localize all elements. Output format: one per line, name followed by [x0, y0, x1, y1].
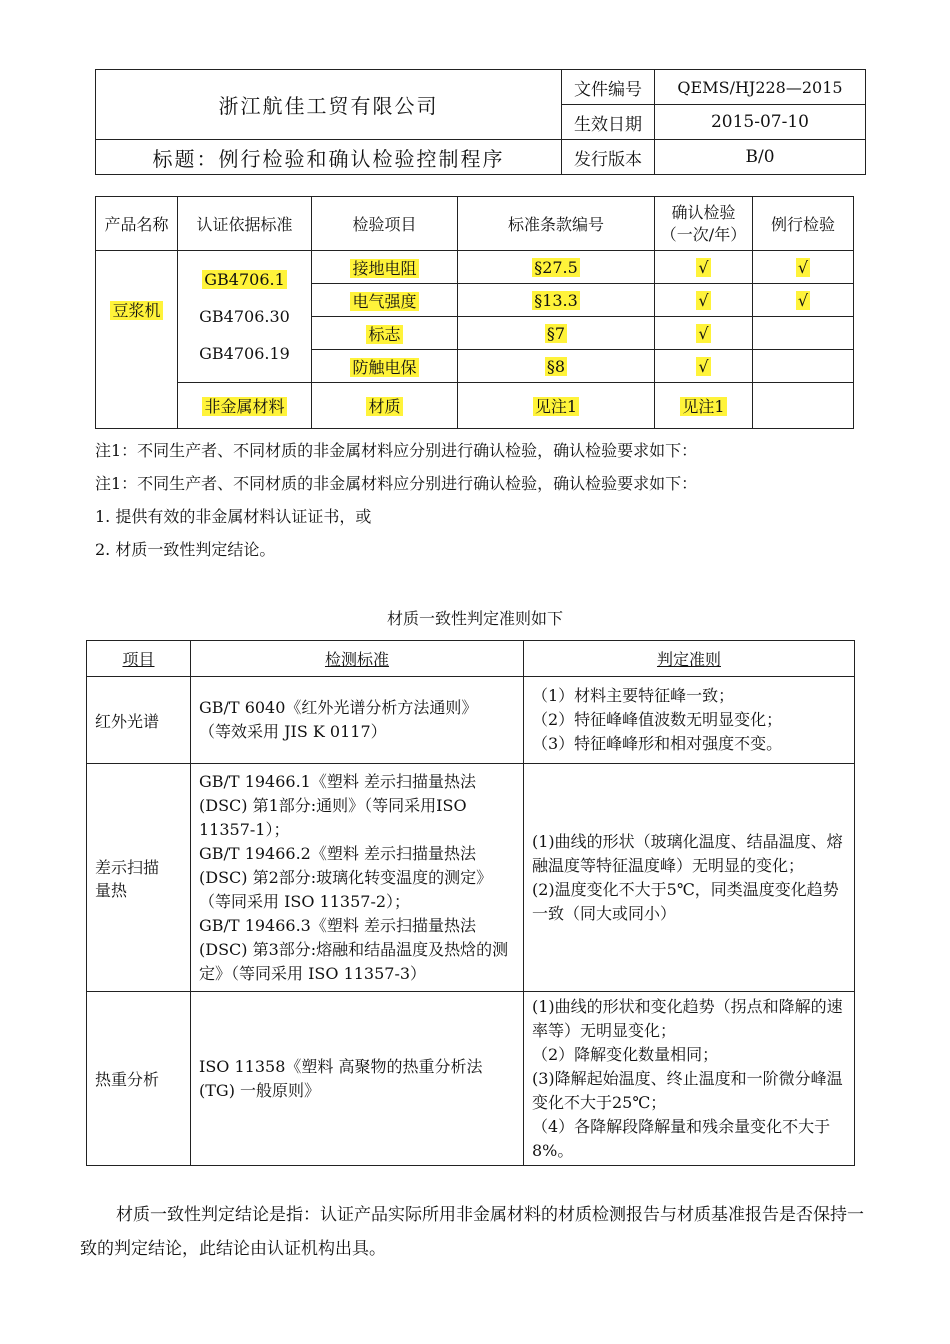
ir-standard-line-2: （等效采用 JIS K 0117） — [199, 722, 387, 741]
header-clause: 标准条款编号 — [458, 197, 655, 251]
item-2: 电气强度 — [352, 291, 417, 311]
criteria-standard-dsc — [191, 764, 524, 992]
criteria-rule-tg — [524, 992, 855, 1166]
tg-rule-2: （2）降解变化数量相同； — [532, 1044, 719, 1064]
clause-4: §8 — [546, 356, 566, 376]
dsc-rule-1: (1)曲线的形状（玻璃化温度、结晶温度、熔融温度等特征温度峰）无明显的变化； — [532, 831, 843, 875]
tg-standard-1: ISO 11358《塑料 高聚物的热重分析法(TG) 一般原则》 — [199, 1056, 483, 1100]
criteria-item-tg: 热重分析 — [87, 992, 191, 1166]
criteria-table — [86, 640, 855, 1166]
header-confirm-line1: 确认检验 — [671, 202, 736, 222]
clause-3: §7 — [546, 323, 566, 343]
clause-2: §13.3 — [534, 290, 578, 310]
ir-standard-line-1: GB/T 6040《红外光谱分析方法通则》 — [199, 698, 478, 717]
header-confirm — [655, 197, 753, 251]
note-line-2: 注1：不同生产者、不同材质的非金属材料应分别进行确认检验，确认检验要求如下： — [95, 474, 698, 493]
version-label: 发行版本 — [562, 140, 655, 175]
criteria-header-item: 项目 — [122, 650, 155, 669]
confirm-check-4: √ — [698, 356, 709, 376]
note-line-1: 注1：不同生产者、不同材质的非金属材料应分别进行确认检验，确认检验要求如下： — [95, 441, 698, 460]
criteria-header-rule: 判定准则 — [656, 650, 721, 669]
routine-check-1: √ — [797, 257, 809, 277]
version-value: B/0 — [655, 140, 866, 175]
dsc-standard-1: GB/T 19466.1《塑料 差示扫描量热法(DSC) 第1部分:通则》（等同采用ISO 11357-1）； — [199, 771, 476, 839]
header-product: 产品名称 — [96, 197, 178, 251]
criteria-rule-dsc — [524, 764, 855, 992]
standard-3: GB4706.19 — [199, 344, 290, 363]
criteria-title: 材质一致性判定准则如下 — [386, 609, 563, 628]
dsc-standard-2: GB/T 19466.2《塑料 差示扫描量热法(DSC) 第2部分:玻璃化转变温度的测定》（等同采用 ISO 11357-2）； — [199, 843, 493, 911]
ir-rule-2: （2）特征峰峰值波数无明显变化； — [532, 710, 783, 729]
doc-no-label: 文件编号 — [562, 70, 655, 105]
item-1: 接地电阻 — [352, 258, 417, 278]
effective-date-value: 2015-07-10 — [655, 105, 866, 140]
ir-rule-3: （3）特征峰峰形和相对强度不变。 — [532, 734, 783, 753]
notes-section — [95, 434, 855, 566]
material-standard: 非金属材料 — [204, 397, 285, 416]
dsc-rule-2: (2)温度变化不大于5℃，同类温度变化趋势一致（同大或同小） — [532, 879, 839, 923]
effective-date-label: 生效日期 — [562, 105, 655, 140]
standard-1: GB4706.1 — [204, 270, 285, 289]
product-name: 豆浆机 — [112, 301, 161, 320]
clause-1: §27.5 — [534, 257, 578, 277]
header-routine: 例行检验 — [753, 197, 854, 251]
routine-check-4 — [753, 350, 854, 383]
criteria-standard-ir — [191, 677, 524, 764]
item-4: 防触电保 — [352, 357, 417, 377]
doc-no-value: QEMS/HJ228—2015 — [655, 70, 866, 105]
standard-2: GB4706.30 — [199, 307, 290, 326]
tg-rule-1: (1)曲线的形状和变化趋势（拐点和降解的速率等）无明显变化； — [532, 996, 843, 1040]
dsc-item-label: 差示扫描量热 — [95, 857, 160, 900]
confirm-check-1: √ — [698, 257, 709, 277]
note-item-2: 2. 材质一致性判定结论。 — [95, 540, 276, 559]
item-3: 标志 — [368, 324, 401, 344]
note-item-1: 1. 提供有效的非金属材料认证证书，或 — [95, 507, 372, 526]
confirm-check-3: √ — [698, 323, 709, 343]
tg-rule-4: （4）各降解段降解量和残余量变化不大于8%。 — [532, 1116, 831, 1160]
tg-rule-3: (3)降解起始温度、终止温度和一阶微分峰温变化不大于25℃； — [532, 1068, 843, 1112]
criteria-header-standard: 检测标准 — [324, 650, 389, 669]
company-name: 浙江航佳工贸有限公司 — [96, 70, 562, 140]
ir-rule-1: （1）材料主要特征峰一致； — [532, 686, 735, 705]
conclusion-paragraph: 材质一致性判定结论是指：认证产品实际所用非金属材料的材质检测报告与材质基准报告是否保持一致的判定结论，此结论由认证机构出具。 — [80, 1205, 864, 1259]
criteria-item-dsc — [87, 764, 191, 992]
confirm-check-2: √ — [698, 290, 709, 310]
material-confirm: 见注1 — [682, 397, 725, 416]
routine-check-2: √ — [797, 290, 809, 310]
routine-check-3 — [753, 317, 854, 350]
dsc-standard-3: GB/T 19466.3《塑料 差示扫描量热法(DSC) 第3部分:熔融和结晶温度及热焓的测定》（等同采用 ISO 11357-3） — [199, 915, 509, 983]
product-cell — [96, 251, 178, 429]
criteria-standard-tg — [191, 992, 524, 1166]
material-clause: 见注1 — [534, 397, 578, 416]
document-header-table — [95, 69, 866, 175]
criteria-rule-ir — [524, 677, 855, 764]
standards-cell — [178, 251, 312, 383]
criteria-item-ir: 红外光谱 — [87, 677, 191, 764]
header-item: 检验项目 — [312, 197, 458, 251]
document-title: 标题：例行检验和确认检验控制程序 — [96, 140, 562, 175]
material-routine — [753, 383, 854, 429]
header-standard: 认证依据标准 — [178, 197, 312, 251]
inspection-items-table — [95, 196, 854, 429]
material-item: 材质 — [368, 397, 401, 416]
header-confirm-line2: （一次/年） — [660, 224, 747, 244]
